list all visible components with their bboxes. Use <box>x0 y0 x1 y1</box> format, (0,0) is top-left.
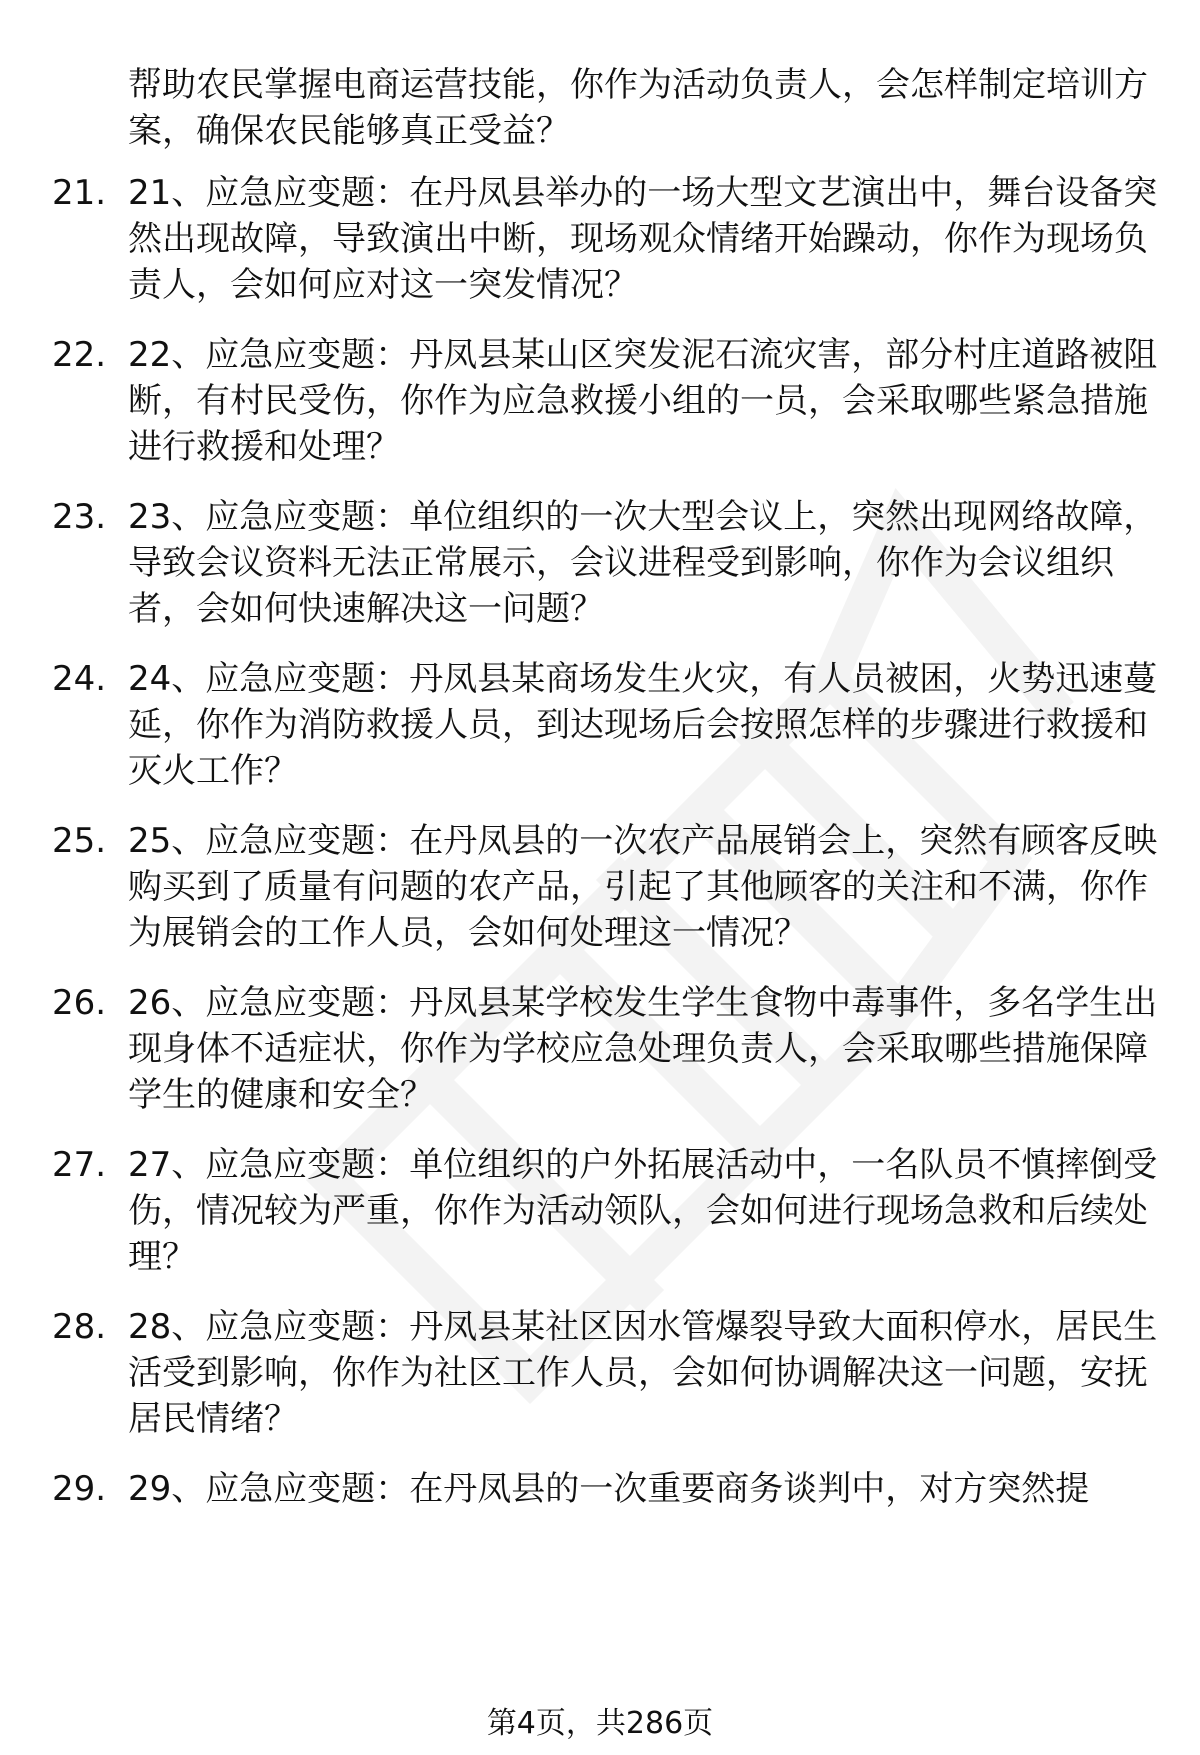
page-footer: 第4页，共286页 <box>486 1706 714 1741</box>
question-text: 27、应急应变题：单位组织的户外拓展活动中，一名队员不慎摔倒受伤，情况较为严重，你作为活动领队，会如何进行现场急救和后续处理？ <box>128 1145 1158 1277</box>
question-number: 24. <box>52 659 107 699</box>
continuation-text: 帮助农民掌握电商运营技能，你作为活动负责人，会怎样制定培训方案，确保农民能够真正受益？ <box>128 65 1148 151</box>
question-text: 26、应急应变题：丹凤县某学校发生学生食物中毒事件，多名学生出现身体不适症状，你作为学校应急处理负责人，会采取哪些措施保障学生的健康和安全？ <box>128 983 1158 1115</box>
question-text: 22、应急应变题：丹凤县某山区突发泥石流灾害，部分村庄道路被阻断，有村民受伤，你作为应急救援小组的一员，会采取哪些紧急措施进行救援和处理？ <box>128 335 1158 467</box>
question-text: 21、应急应变题：在丹凤县举办的一场大型文艺演出中，舞台设备突然出现故障，导致演出中断，现场观众情绪开始躁动，你作为现场负责人，会如何应对这一突发情况？ <box>128 173 1158 305</box>
question-number: 25. <box>52 821 107 861</box>
question-number: 29. <box>52 1469 107 1509</box>
question-number: 27. <box>52 1145 107 1185</box>
question-number: 22. <box>52 335 107 375</box>
question-text: 23、应急应变题：单位组织的一次大型会议上，突然出现网络故障，导致会议资料无法正常展示，会议进程受到影响，你作为会议组织者，会如何快速解决这一问题？ <box>128 497 1158 629</box>
question-text: 28、应急应变题：丹凤县某社区因水管爆裂导致大面积停水，居民生活受到影响，你作为社区工作人员，会如何协调解决这一问题，安抚居民情绪？ <box>128 1307 1158 1439</box>
question-text: 29、应急应变题：在丹凤县的一次重要商务谈判中，对方突然提 <box>128 1469 1090 1509</box>
question-text: 24、应急应变题：丹凤县某商场发生火灾，有人员被困，火势迅速蔓延，你作为消防救援人员，到达现场后会按照怎样的步骤进行救援和灭火工作？ <box>128 659 1158 791</box>
question-number: 28. <box>52 1307 107 1347</box>
question-number: 23. <box>52 497 107 537</box>
question-number: 21. <box>52 173 107 213</box>
question-text: 25、应急应变题：在丹凤县的一次农产品展销会上，突然有顾客反映购买到了质量有问题的农产品，引起了其他顾客的关注和不满，你作为展销会的工作人员，会如何处理这一情况？ <box>128 821 1158 953</box>
question-number: 26. <box>52 983 107 1023</box>
